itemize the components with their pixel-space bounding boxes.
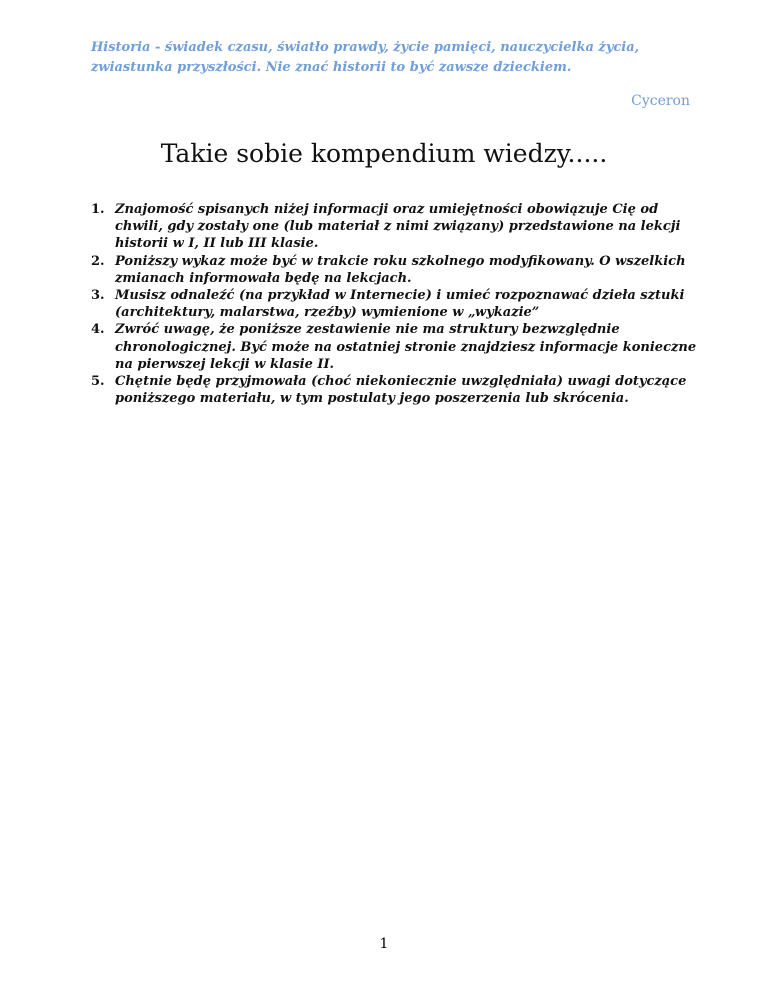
list-item-line: Musisz odnaleźć (na przykład w Internecie) i umieć rozpoznawać dzieła sztuki	[115, 288, 685, 304]
motto-line-2: zwiastunka przyszłości. Nie znać historii to być zawsze dzieckiem.	[91, 60, 572, 75]
list-item-line: na pierwszej lekcji w klasie II.	[115, 356, 335, 372]
list-item-line: Znajomość spisanych niżej informacji oraz umiejętności obowiązuje Cię od	[115, 202, 659, 217]
list-item-line: (architektury, malarstwa, rzeźby) wymienione w „wykazie”	[115, 305, 540, 321]
list-item-line: Chętnie będę przyjmowała (choć niekoniecznie uwzględniała) uwagi dotyczące	[115, 374, 687, 390]
list-item	[91, 253, 691, 287]
list-item-number: 5.	[91, 374, 105, 390]
list-item-line: Poniższy wykaz może być w trakcie roku szkolnego modyfikowany. O wszelkich	[115, 253, 686, 269]
page-number: 1	[379, 936, 389, 952]
list-item-number: 4.	[91, 322, 105, 338]
page-title: Takie sobie kompendium wiedzy.....	[160, 139, 608, 168]
motto-quote	[91, 38, 691, 78]
notes-list	[91, 201, 697, 407]
quote-author: Cyceron	[631, 93, 690, 109]
motto-line-1: Historia - świadek czasu, światło prawdy, życie pamięci, nauczycielka życia,	[91, 40, 640, 55]
list-item	[91, 373, 691, 407]
list-item-line: Zwróć uwagę, że poniższe zestawienie nie ma struktury bezwzględnie	[115, 322, 620, 338]
list-item-number: 1.	[91, 202, 105, 217]
list-item-line: zmianach informowała będę na lekcjach.	[115, 270, 412, 286]
list-item-line: chwili, gdy zostały one (lub materiał z nimi związany) przedstawione na lekcji	[115, 219, 681, 235]
list-item	[91, 201, 691, 253]
list-item	[91, 321, 697, 373]
list-item-line: historii w I, II lub III klasie.	[115, 236, 319, 252]
list-item-number: 3.	[91, 288, 105, 304]
list-item-line: chronologicznej. Być może na ostatniej stronie znajdziesz informacje konieczne	[115, 339, 697, 355]
list-item-line: poniższego materiału, w tym postulaty jego poszerzenia lub skrócenia.	[115, 391, 629, 407]
list-item-number: 2.	[91, 253, 105, 269]
list-item	[91, 287, 691, 321]
